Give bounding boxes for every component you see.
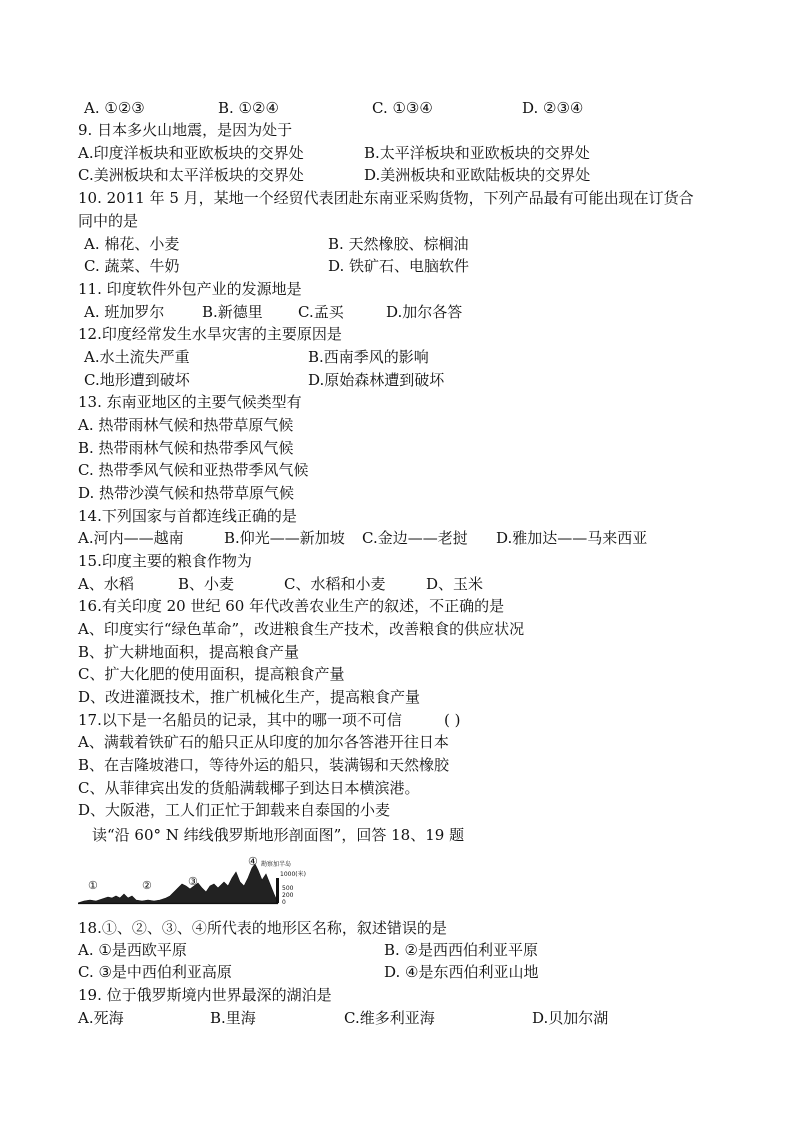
q17-answer-paren: ( ) (444, 711, 461, 729)
q17-option-b: B、在吉隆坡港口，等待外运的船只，装满锡和天然橡胶 (78, 756, 450, 774)
q18-option-d: D. ④是东西伯利亚山地 (384, 963, 539, 981)
q14-option-d: D.雅加达——马来西亚 (496, 529, 648, 547)
q17-option-c: C、从菲律宾出发的货船满载椰子到达日本横滨港。 (78, 779, 420, 797)
q9-stem: 9. 日本多火山地震，是因为处于 (78, 121, 293, 139)
q9-option-a: A.印度洋板块和亚欧板块的交界处 (78, 144, 304, 162)
q18-option-c: C. ③是中西伯利亚高原 (78, 963, 232, 981)
q15-option-a: A、水稻 (78, 575, 134, 593)
q19-option-d: D.贝加尔湖 (532, 1009, 609, 1027)
q19-option-b: B.里海 (210, 1009, 256, 1027)
q10-option-d: D. 铁矿石、电脑软件 (328, 257, 470, 275)
q10-option-a: A. 棉花、小麦 (84, 235, 180, 253)
profile-label-1: ① (88, 879, 98, 892)
peak-label: 勘察加半岛 (261, 861, 292, 868)
q15-stem: 15.印度主要的粮食作物为 (78, 552, 252, 570)
q14-option-a: A.河内——越南 (78, 529, 184, 547)
q10-stem-line2: 同中的是 (78, 212, 139, 230)
q8-option-b: B. ①②④ (218, 99, 279, 117)
q17-stem: 17.以下是一名船员的记录，其中的哪一项不可信 (78, 711, 402, 729)
profile-label-2: ② (142, 879, 152, 892)
q10-option-b: B. 天然橡胶、棕榈油 (328, 235, 469, 253)
q12-option-c: C.地形遭到破坏 (84, 371, 190, 389)
q8-option-c: C. ①③④ (372, 99, 433, 117)
q18-stem: 18.①、②、③、④所代表的地形区名称，叙述错误的是 (78, 919, 447, 937)
q19-option-a: A.死海 (78, 1009, 124, 1027)
q13-option-c: C. 热带季风气候和亚热带季风气候 (78, 461, 309, 479)
q12-option-a: A.水土流失严重 (84, 348, 190, 366)
q15-option-b: B、小麦 (178, 575, 235, 593)
q13-option-b: B. 热带雨林气候和热带季风气候 (78, 439, 294, 457)
q13-option-d: D. 热带沙漠气候和热带草原气候 (78, 484, 295, 502)
q13-stem: 13. 东南亚地区的主要气候类型有 (78, 393, 302, 411)
q11-option-d: D.加尔各答 (386, 303, 463, 321)
q16-option-a: A、印度实行“绿色革命”，改进粮食生产技术，改善粮食的供应状况 (78, 620, 525, 638)
q19-stem: 19. 位于俄罗斯境内世界最深的湖泊是 (78, 986, 332, 1004)
q11-option-c: C.孟买 (298, 303, 344, 321)
q18-option-b: B. ②是西西伯利亚平原 (384, 941, 539, 959)
scale-bar (276, 878, 279, 903)
profile-label-4: ④ (248, 856, 258, 868)
reading-prompt: 读“沿 60° N 纬线俄罗斯地形剖面图”，回答 18、19 题 (92, 826, 465, 844)
q15-option-d: D、玉米 (426, 575, 484, 593)
scale-tick-500: 500 (282, 885, 294, 892)
q15-option-c: C、水稻和小麦 (284, 575, 386, 593)
q12-option-b: B.西南季风的影响 (308, 348, 429, 366)
q11-option-a: A. 班加罗尔 (84, 303, 165, 321)
q9-option-d: D.美洲板块和亚欧陆板块的交界处 (364, 166, 591, 184)
scale-tick-0: 0 (282, 899, 286, 906)
q11-option-b: B.新德里 (202, 303, 263, 321)
q8-option-d: D. ②③④ (522, 99, 584, 117)
q10-stem-line1: 10. 2011 年 5 月，某地一个经贸代表团赴东南亚采购货物，下列产品最有可能出现在订货合 (78, 189, 694, 207)
q16-stem: 16.有关印度 20 世纪 60 年代改善农业生产的叙述，不正确的是 (78, 597, 505, 615)
q9-option-b: B.太平洋板块和亚欧板块的交界处 (364, 144, 590, 162)
q16-option-c: C、扩大化肥的使用面积，提高粮食产量 (78, 665, 345, 683)
scale-unit: 1000(米) (280, 871, 306, 878)
terrain-profile-figure (78, 856, 318, 912)
q17-option-a: A、满载着铁矿石的船只正从印度的加尔各答港开往日本 (78, 733, 449, 751)
q17-option-d: D、大阪港，工人们正忙于卸载来自泰国的小麦 (78, 801, 391, 819)
q9-option-c: C.美洲板块和太平洋板块的交界处 (78, 166, 304, 184)
q10-option-c: C. 蔬菜、牛奶 (84, 257, 180, 275)
q13-option-a: A. 热带雨林气候和热带草原气候 (78, 416, 294, 434)
q12-option-d: D.原始森林遭到破坏 (308, 371, 445, 389)
q16-option-d: D、改进灌溉技术，推广机械化生产，提高粮食产量 (78, 688, 421, 706)
q16-option-b: B、扩大耕地面积，提高粮食产量 (78, 643, 300, 661)
q8-option-a: A. ①②③ (84, 99, 145, 117)
profile-label-3: ③ (188, 875, 198, 888)
q14-option-c: C.金边——老挝 (362, 529, 468, 547)
q14-stem: 14.下列国家与首都连线正确的是 (78, 507, 297, 525)
scale-tick-200: 200 (282, 892, 294, 899)
terrain-profile-silhouette (78, 864, 278, 903)
q19-option-c: C.维多利亚海 (344, 1009, 435, 1027)
q18-option-a: A. ①是西欧平原 (78, 941, 187, 959)
q12-stem: 12.印度经常发生水旱灾害的主要原因是 (78, 325, 342, 343)
q11-stem: 11. 印度软件外包产业的发源地是 (78, 280, 302, 298)
q14-option-b: B.仰光——新加坡 (224, 529, 345, 547)
